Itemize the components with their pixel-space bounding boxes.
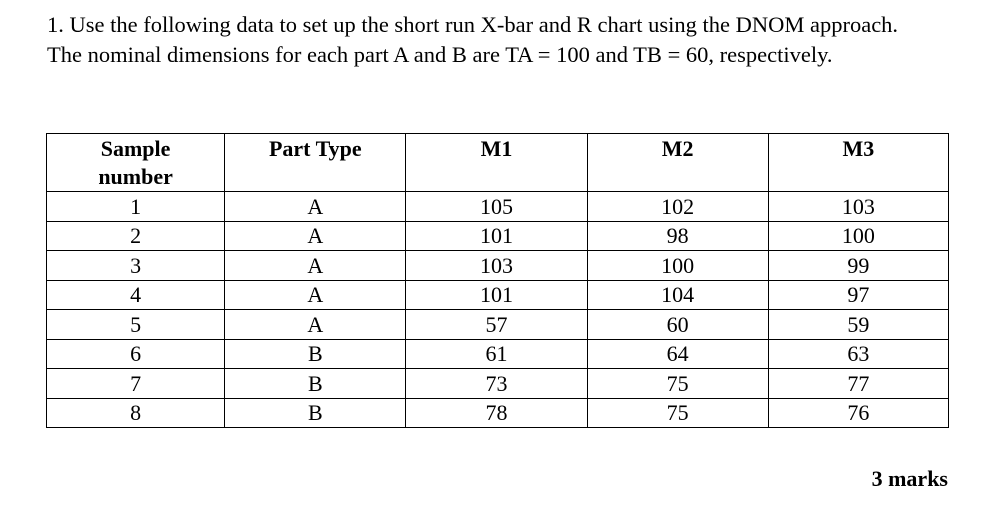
table-row [47,221,949,251]
table-row [47,398,949,428]
cell-sample: 3 [47,251,225,281]
cell-m2: 98 [587,221,768,251]
cell-m3: 100 [768,221,948,251]
cell-sample: 2 [47,221,225,251]
header-m2: M2 [587,134,768,192]
data-table [46,133,949,428]
question-line-1: 1. Use the following data to set up the short run X-bar and R chart using the DNOM approach. [47,12,899,37]
table-row [47,280,949,310]
cell-part: A [225,280,406,310]
table-row [47,251,949,281]
question-line-2: The nominal dimensions for each part A and B are TA = 100 and TB = 60, respectively. [47,42,833,67]
cell-m2: 102 [587,192,768,222]
cell-m2: 75 [587,369,768,399]
cell-m1: 57 [406,310,587,340]
header-m3: M3 [768,134,948,192]
cell-part: A [225,310,406,340]
cell-m1: 101 [406,280,587,310]
cell-part: A [225,251,406,281]
cell-m1: 103 [406,251,587,281]
cell-sample: 6 [47,339,225,369]
cell-sample: 1 [47,192,225,222]
header-sample-number [47,134,225,192]
header-m1: M1 [406,134,587,192]
cell-m1: 78 [406,398,587,428]
question-text [47,10,967,70]
cell-sample: 7 [47,369,225,399]
cell-sample: 8 [47,398,225,428]
cell-sample: 5 [47,310,225,340]
header-sample-line1: Sample [100,136,171,161]
cell-m2: 75 [587,398,768,428]
cell-m3: 63 [768,339,948,369]
cell-m2: 60 [587,310,768,340]
cell-m3: 97 [768,280,948,310]
header-part-type: Part Type [225,134,406,192]
table-row [47,369,949,399]
header-sample-line2: number [98,164,173,189]
cell-m3: 103 [768,192,948,222]
cell-m3: 76 [768,398,948,428]
cell-m3: 59 [768,310,948,340]
marks-label: 3 marks [871,466,948,491]
table-header-row [47,134,949,192]
cell-part: B [225,369,406,399]
cell-part: B [225,339,406,369]
cell-part: A [225,192,406,222]
table-row [47,310,949,340]
cell-part: B [225,398,406,428]
cell-m1: 61 [406,339,587,369]
cell-m3: 99 [768,251,948,281]
cell-sample: 4 [47,280,225,310]
table-row [47,192,949,222]
cell-m1: 105 [406,192,587,222]
cell-m1: 73 [406,369,587,399]
cell-m2: 64 [587,339,768,369]
cell-m3: 77 [768,369,948,399]
table-row [47,339,949,369]
cell-m2: 104 [587,280,768,310]
cell-m2: 100 [587,251,768,281]
cell-m1: 101 [406,221,587,251]
cell-part: A [225,221,406,251]
